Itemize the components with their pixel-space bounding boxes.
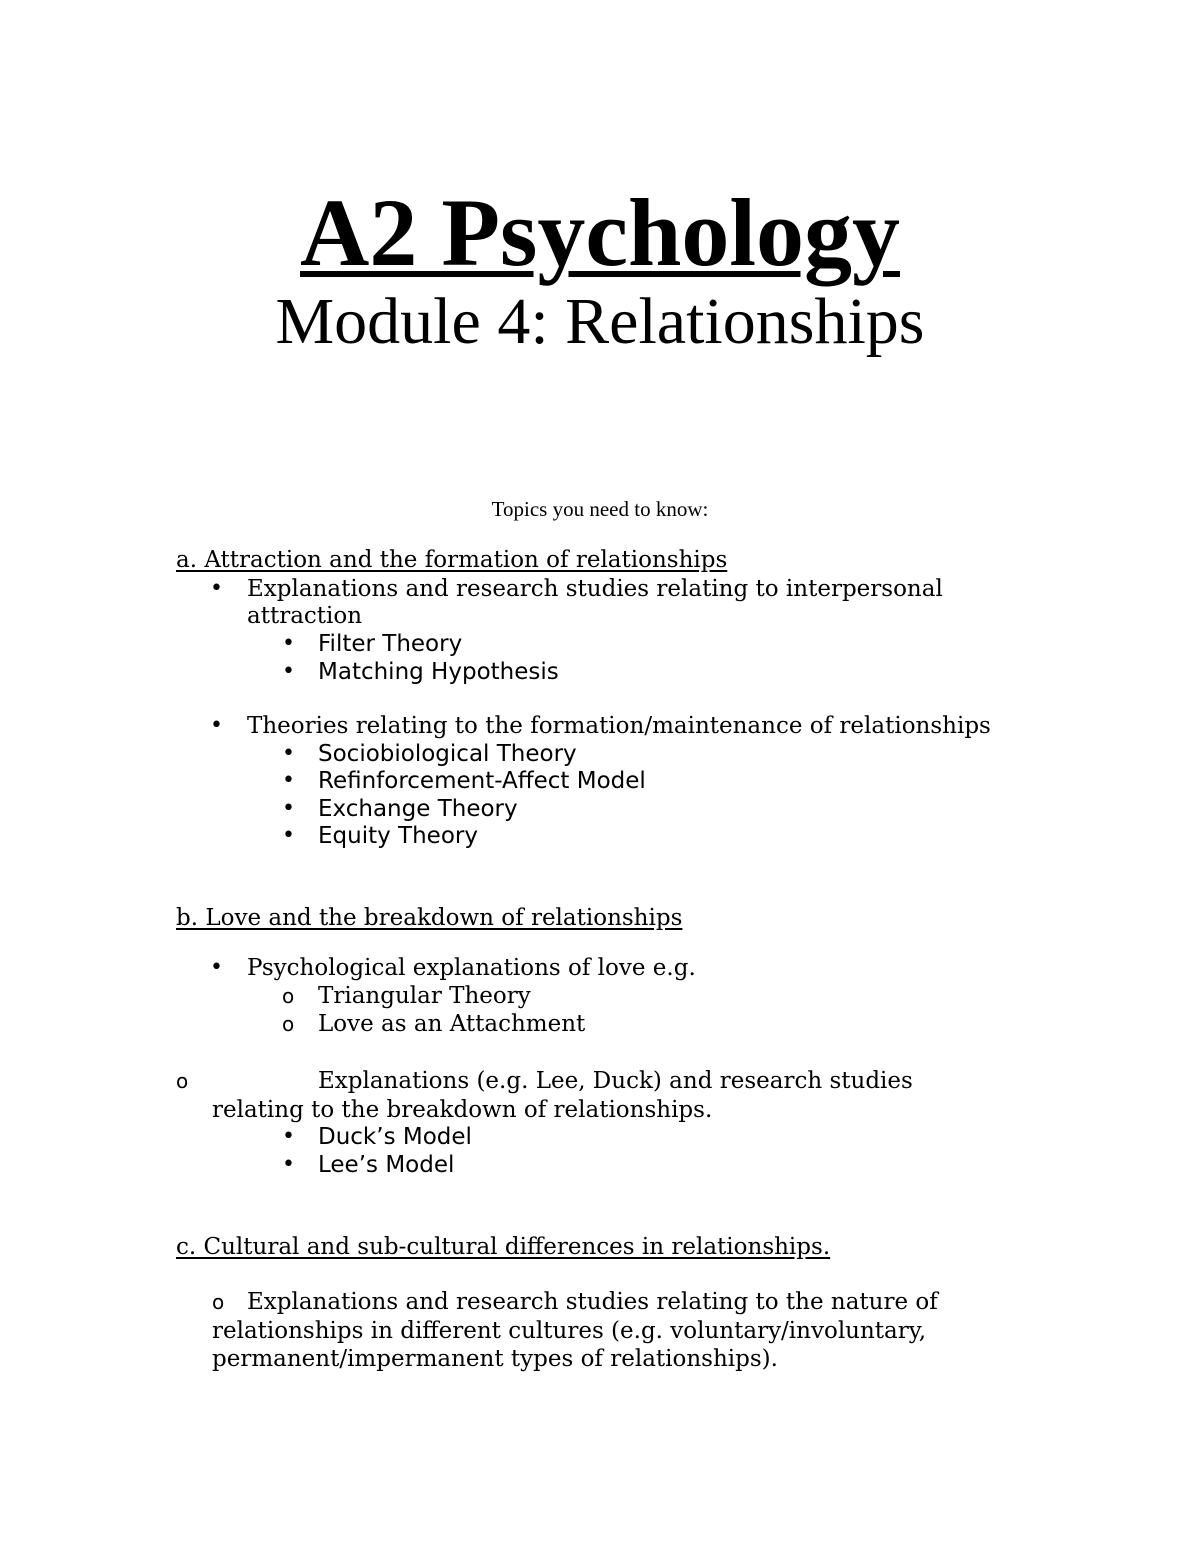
topics-intro: Topics you need to know: (491, 497, 709, 521)
list-item: Explanations (e.g. Lee, Duck) and research studies (318, 1068, 913, 1094)
list-subitem: Lee’s Model (318, 1152, 455, 1178)
list-subitem: Sociobiological Theory (318, 741, 577, 767)
list-subitem: Matching Hypothesis (318, 659, 559, 685)
section-a-heading: a. Attraction and the formation of relationships (176, 547, 728, 573)
bullet-icon: • (210, 713, 223, 738)
list-subitem: Equity Theory (318, 823, 478, 849)
bullet-icon: • (282, 659, 295, 684)
bullet-icon: • (282, 631, 295, 656)
bullet-icon: • (210, 955, 223, 980)
circle-bullet-icon: o (282, 984, 295, 1008)
list-subitem: Exchange Theory (318, 796, 518, 822)
section-c-heading: c. Cultural and sub-cultural differences in relationships. (176, 1234, 831, 1260)
list-subitem: Love as an Attachment (318, 1011, 586, 1037)
document-title: A2 Psychology (300, 179, 900, 286)
list-subitem: Triangular Theory (318, 983, 531, 1009)
list-item: Theories relating to the formation/maintenance of relationships (247, 713, 991, 739)
list-item-continuation: relationships in different cultures (e.g. voluntary/involuntary, (212, 1318, 926, 1344)
bullet-icon: • (282, 768, 295, 793)
list-item: Explanations and research studies relating to interpersonal (247, 576, 943, 602)
bullet-icon: • (282, 741, 295, 766)
bullet-icon: • (282, 1124, 295, 1149)
section-b-heading: b. Love and the breakdown of relationships (176, 905, 683, 931)
circle-bullet-icon: o (282, 1012, 295, 1036)
bullet-icon: • (210, 576, 223, 601)
bullet-icon: • (282, 1152, 295, 1177)
list-subitem: Refinforcement-Affect Model (318, 768, 646, 794)
list-item-continuation: permanent/impermanent types of relationships). (212, 1346, 778, 1372)
list-subitem: Filter Theory (318, 631, 463, 657)
list-item-continuation: attraction (247, 603, 363, 629)
list-item-continuation: relating to the breakdown of relationships. (212, 1097, 713, 1123)
circle-bullet-icon: o (176, 1069, 189, 1093)
document-subtitle: Module 4: Relationships (275, 285, 925, 358)
circle-bullet-icon: o (212, 1290, 225, 1314)
bullet-icon: • (282, 796, 295, 821)
bullet-icon: • (282, 823, 295, 848)
list-item: Explanations and research studies relating to the nature of (247, 1289, 938, 1315)
list-item: Psychological explanations of love e.g. (247, 955, 696, 981)
list-subitem: Duck’s Model (318, 1124, 472, 1150)
